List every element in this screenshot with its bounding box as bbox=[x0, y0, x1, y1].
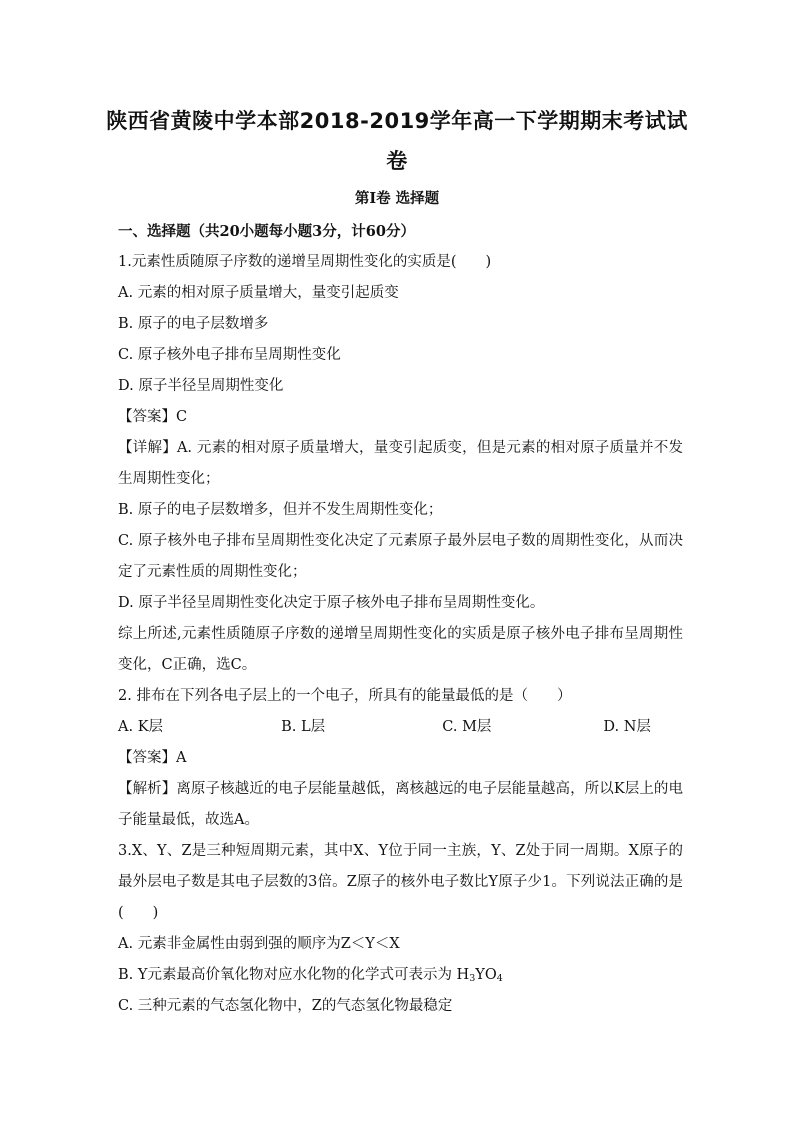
q1-detail-c: C. 原子核外电子排布呈周期性变化决定了元素原子最外层电子数的周期性变化，从而决定了元素性质的周期性变化； bbox=[118, 533, 683, 580]
q3-option-b bbox=[118, 960, 683, 991]
q2-answer: 【答案】A bbox=[118, 750, 187, 766]
q1-option-c: C. 原子核外电子排布呈周期性变化 bbox=[118, 347, 341, 363]
q1-detail-a: 【详解】A. 元素的相对原子质量增大，量变引起质变，但是元素的相对原子质量并不发生周期性变化； bbox=[118, 440, 683, 487]
q1-detail-d: D. 原子半径呈周期性变化决定于原子核外电子排布呈周期性变化。 bbox=[118, 595, 545, 611]
q2-option-c: C. M层 bbox=[442, 719, 492, 735]
document-title-line-1: 陕西省黄陵中学本部2018-2019学年高一下学期期末考试试 bbox=[106, 109, 688, 133]
q3-option-b-text: B. Y元素最高价氧化物对应水化物的化学式可表示为 H bbox=[118, 967, 470, 983]
q1-option-d: D. 原子半径呈周期性变化 bbox=[118, 378, 284, 394]
q1-summary: 综上所述,元素性质随原子序数的递增呈周期性变化的实质是原子核外电子排布呈周期性变化，C正确，选C。 bbox=[118, 626, 683, 673]
q1-detail-b: B. 原子的电子层数增多，但并不发生周期性变化； bbox=[118, 502, 443, 518]
q2-option-a: A. K层 bbox=[118, 719, 164, 735]
section-title: 第Ⅰ卷 选择题 bbox=[354, 190, 440, 207]
q3-option-b-subscript-1: 3 bbox=[469, 973, 476, 984]
part-heading: 一、选择题（共20小题每小题3分，计60分） bbox=[118, 223, 415, 240]
q3-stem: 3.X、Y、Z是三种短周期元素，其中X、Y位于同一主族，Y、Z处于同一周期。X原子的最外层电子数是其电子层数的3倍。Z原子的核外电子数比Y原子少1。下列说法正确的是( ) bbox=[118, 843, 683, 921]
q1-stem: 1.元素性质随原子序数的递增呈周期性变化的实质是( ) bbox=[118, 254, 492, 270]
q2-options-row bbox=[118, 712, 683, 743]
q1-option-b: B. 原子的电子层数增多 bbox=[118, 316, 269, 332]
q3-option-a: A. 元素非金属性由弱到强的顺序为Z＜Y＜X bbox=[118, 936, 400, 952]
q3-option-b-formula: YO bbox=[475, 967, 497, 983]
document-body bbox=[118, 216, 683, 1022]
q2-option-b: B. L层 bbox=[281, 719, 326, 735]
q2-option-d: D. N层 bbox=[603, 719, 651, 735]
q1-option-a: A. 元素的相对原子质量增大，量变引起质变 bbox=[118, 285, 399, 301]
q3-option-c: C. 三种元素的气态氢化物中，Z的气态氢化物最稳定 bbox=[118, 998, 453, 1014]
q2-stem: 2. 排布在下列各电子层上的一个电子，所具有的能量最低的是（ ） bbox=[118, 688, 572, 704]
document-title-line-2: 卷 bbox=[386, 149, 408, 173]
q2-analysis: 【解析】离原子核越近的电子层能量越低，离核越远的电子层能量越高，所以K层上的电子能量最低，故选A。 bbox=[118, 781, 683, 828]
q3-option-b-subscript-2: 4 bbox=[496, 973, 503, 984]
q1-answer: 【答案】C bbox=[118, 409, 188, 425]
